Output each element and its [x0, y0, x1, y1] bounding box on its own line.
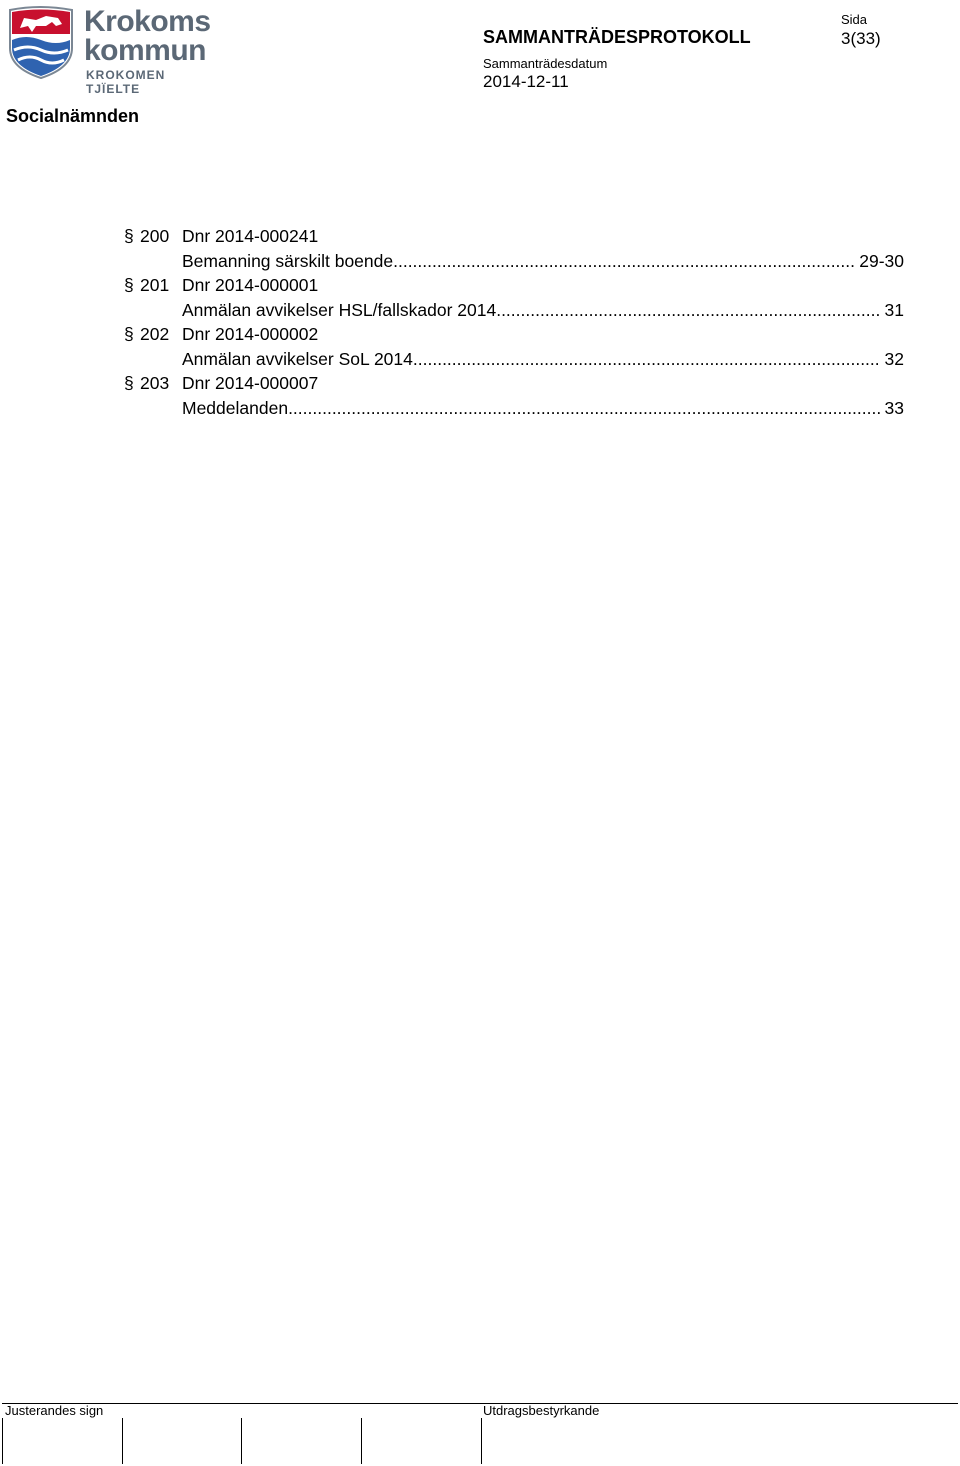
meeting-date: 2014-12-11 — [483, 72, 569, 91]
toc-entry-link[interactable] — [182, 298, 904, 323]
toc-entry-number: 201 — [140, 275, 170, 295]
logo-name-line2: kommun — [84, 34, 207, 67]
section-symbol: § — [124, 226, 134, 246]
dot-leader — [413, 347, 881, 372]
logo-subtitle: KROKOMEN TJÏELTE — [86, 68, 166, 96]
signature-box-divider — [481, 1418, 482, 1464]
meeting-date-label: Sammanträdesdatum — [483, 56, 608, 71]
toc-entry-link[interactable] — [182, 249, 904, 274]
toc-entry — [124, 273, 904, 322]
dot-leader — [288, 396, 880, 421]
extract-certification-label: Utdragsbestyrkande — [483, 1403, 600, 1418]
coat-of-arms-icon — [6, 4, 76, 80]
organization-name: Socialnämnden — [6, 106, 140, 126]
toc-entry — [124, 322, 904, 371]
toc-entry-title: Anmälan avvikelser HSL/fallskador 2014 — [182, 299, 497, 320]
toc-entry-page: 31 — [884, 299, 904, 320]
section-symbol: § — [124, 275, 134, 295]
dot-leader — [393, 249, 855, 274]
toc-entry-link[interactable] — [182, 347, 904, 372]
toc-entry-page: 29-30 — [859, 250, 904, 271]
section-symbol: § — [124, 324, 134, 344]
toc-entry-title: Bemanning särskilt boende — [182, 250, 394, 271]
logo-name-line1: Krokoms — [84, 5, 211, 38]
toc-entry — [124, 224, 904, 273]
document-title: SAMMANTRÄDESPROTOKOLL — [483, 27, 751, 47]
toc-entry-number: 200 — [140, 226, 170, 246]
toc-entry-number: 203 — [140, 373, 170, 393]
signature-box-divider — [241, 1418, 242, 1464]
toc-entry-dnr: Dnr 2014-000007 — [182, 373, 319, 393]
page-label: Sida — [841, 12, 868, 27]
toc-entry — [124, 371, 904, 420]
toc-entry-page: 33 — [884, 397, 904, 418]
toc-entry-number: 202 — [140, 324, 170, 344]
toc-entry-page: 32 — [884, 348, 904, 369]
section-symbol: § — [124, 373, 134, 393]
toc-entry-dnr: Dnr 2014-000241 — [182, 226, 319, 246]
toc-entry-title: Anmälan avvikelser SoL 2014 — [182, 348, 413, 369]
page-number: 3(33) — [841, 29, 881, 48]
dot-leader — [496, 298, 880, 323]
signature-box-divider — [2, 1418, 3, 1464]
signature-box-divider — [122, 1418, 123, 1464]
table-of-contents — [124, 224, 904, 420]
footer-divider — [2, 1403, 958, 1404]
toc-entry-link[interactable] — [182, 396, 904, 421]
adjuster-signature-label: Justerandes sign — [5, 1403, 104, 1418]
signature-box-divider — [361, 1418, 362, 1464]
toc-entry-dnr: Dnr 2014-000002 — [182, 324, 319, 344]
toc-entry-dnr: Dnr 2014-000001 — [182, 275, 319, 295]
krokoms-logo — [6, 4, 211, 96]
toc-entry-title: Meddelanden — [182, 397, 289, 418]
